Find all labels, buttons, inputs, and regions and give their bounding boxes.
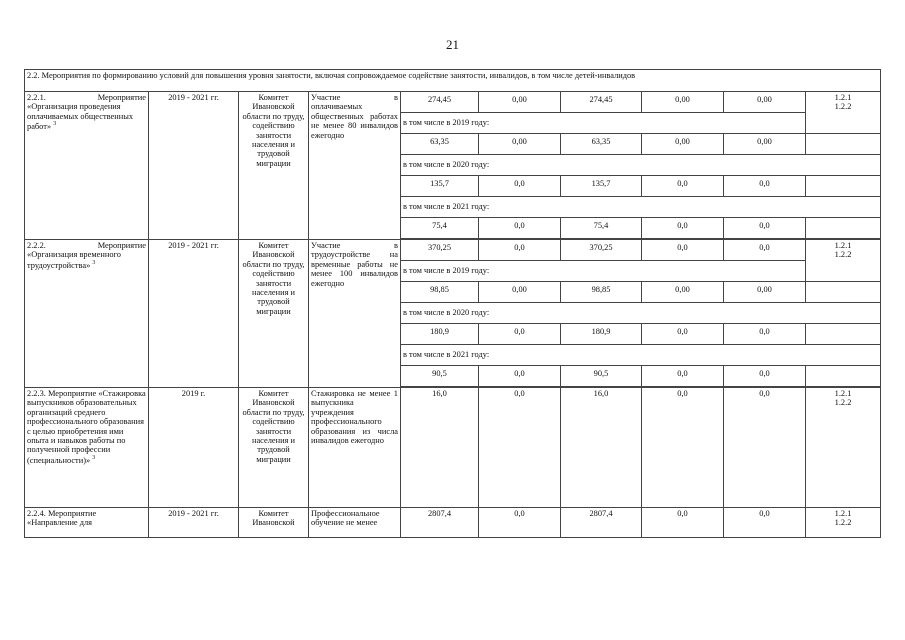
empty-cell <box>806 218 881 239</box>
page-number: 21 <box>446 37 459 52</box>
federal-value: 0,0 <box>479 218 561 239</box>
federal-value: 0,00 <box>479 134 561 155</box>
measure-executor: Комитет Ивановской области по труду, содействию занятости населения и трудовой миграции <box>239 92 309 240</box>
section-header-row <box>25 70 881 92</box>
measure-period: 2019 - 2021 гг. <box>149 508 239 538</box>
measure-number: 2.2.2. Мероприятие <box>27 241 146 250</box>
regional-value: 274,45 <box>561 92 642 113</box>
measure-name <box>25 240 149 388</box>
section-header: 2.2. Мероприятия по формированию условий для повышения уровня занятости, включая сопровождаемое содействие занятости, инвалидов, в том числе детей-инвалидов <box>25 70 881 92</box>
federal-value: 0,0 <box>479 324 561 345</box>
target-links: 1.2.1 1.2.2 <box>806 240 881 282</box>
measure-number: 2.2.1. Мероприятие <box>27 93 146 102</box>
local-value: 0,00 <box>642 134 724 155</box>
year-2020-label: в том числе в 2020 году: <box>401 155 881 176</box>
other-value: 0,0 <box>724 240 806 261</box>
federal-value: 0,0 <box>479 388 561 508</box>
other-value: 0,0 <box>724 176 806 197</box>
total-value: 63,35 <box>401 134 479 155</box>
federal-value: 0,00 <box>479 282 561 303</box>
measure-title: «Организация проведения оплачиваемых общественных работ» <box>27 102 134 132</box>
measure-name <box>25 388 149 508</box>
empty-cell <box>806 176 881 197</box>
measure-indicator: Стажировка не менее 1 выпускника учреждения профессионального образования из числа инвалидов ежегодно <box>309 388 401 508</box>
regional-value: 180,9 <box>561 324 642 345</box>
target-links: 1.2.1 1.2.2 <box>806 508 881 538</box>
total-value: 98,85 <box>401 282 479 303</box>
empty-cell <box>806 366 881 387</box>
local-value: 0,0 <box>642 388 724 508</box>
other-value: 0,00 <box>724 282 806 303</box>
measure-name: 2.2.4. Мероприятие «Направление для <box>25 508 149 538</box>
federal-value: 0,0 <box>479 176 561 197</box>
total-value: 274,45 <box>401 92 479 113</box>
federal-value: 0,0 <box>479 240 561 261</box>
year-2019-label: в том числе в 2019 году: <box>401 113 806 134</box>
target-links: 1.2.1 1.2.2 <box>806 92 881 134</box>
federal-value: 0,0 <box>479 508 561 538</box>
regional-value: 75,4 <box>561 218 642 239</box>
empty-cell <box>806 134 881 155</box>
total-value: 16,0 <box>401 388 479 508</box>
year-2021-label: в том числе в 2021 году: <box>401 197 881 218</box>
local-value: 0,0 <box>642 366 724 387</box>
measures-table <box>24 69 881 538</box>
footnote-mark: 3 <box>53 121 57 128</box>
empty-cell <box>806 324 881 345</box>
year-2020-label: в том числе в 2020 году: <box>401 303 881 324</box>
local-value: 0,0 <box>642 324 724 345</box>
other-value: 0,00 <box>724 92 806 113</box>
total-value: 180,9 <box>401 324 479 345</box>
table-row <box>25 240 881 261</box>
other-value: 0,0 <box>724 218 806 239</box>
other-value: 0,00 <box>724 134 806 155</box>
regional-value: 90,5 <box>561 366 642 387</box>
other-value: 0,0 <box>724 366 806 387</box>
local-value: 0,00 <box>642 92 724 113</box>
other-value: 0,0 <box>724 388 806 508</box>
local-value: 0,00 <box>642 282 724 303</box>
total-value: 75,4 <box>401 218 479 239</box>
year-2021-label: в том числе в 2021 году: <box>401 345 881 366</box>
table-row <box>25 508 881 538</box>
measure-executor: Комитет Ивановской области по труду, содействию занятости населения и трудовой миграции <box>239 240 309 388</box>
measure-indicator: Участие в оплачиваемых общественных работах не менее 80 инвалидов ежегодно <box>309 92 401 240</box>
total-value: 2807,4 <box>401 508 479 538</box>
regional-value: 16,0 <box>561 388 642 508</box>
measure-period: 2019 г. <box>149 388 239 508</box>
local-value: 0,0 <box>642 176 724 197</box>
measure-name <box>25 92 149 240</box>
year-2019-label: в том числе в 2019 году: <box>401 261 806 282</box>
federal-value: 0,0 <box>479 366 561 387</box>
measure-period: 2019 - 2021 гг. <box>149 92 239 240</box>
empty-cell <box>806 282 881 303</box>
table-row <box>25 92 881 113</box>
target-links: 1.2.1 1.2.2 <box>806 388 881 508</box>
regional-value: 2807,4 <box>561 508 642 538</box>
table-row <box>25 388 881 508</box>
regional-value: 63,35 <box>561 134 642 155</box>
measure-executor: Комитет Ивановской области по труду, содействию занятости населения и трудовой миграции <box>239 388 309 508</box>
measure-title: 2.2.3. Мероприятие «Стажировка выпускников образовательных организаций среднего профессионального образования с целью приобретения ими опыта и навыков работы по полученной профессии (специальности)» <box>27 389 146 465</box>
other-value: 0,0 <box>724 324 806 345</box>
measure-indicator: Участие в трудоустройстве на временные работы не менее 100 инвалидов ежегодно <box>309 240 401 388</box>
footnote-mark: 3 <box>92 259 96 266</box>
measure-title: «Организация временного трудоустройства» <box>27 250 121 270</box>
regional-value: 135,7 <box>561 176 642 197</box>
footnote-mark: 3 <box>92 454 96 461</box>
local-value: 0,0 <box>642 218 724 239</box>
local-value: 0,0 <box>642 240 724 261</box>
regional-value: 98,85 <box>561 282 642 303</box>
other-value: 0,0 <box>724 508 806 538</box>
total-value: 90,5 <box>401 366 479 387</box>
total-value: 135,7 <box>401 176 479 197</box>
local-value: 0,0 <box>642 508 724 538</box>
total-value: 370,25 <box>401 240 479 261</box>
federal-value: 0,00 <box>479 92 561 113</box>
measure-period: 2019 - 2021 гг. <box>149 240 239 388</box>
measure-indicator: Профессиональное обучение не менее <box>309 508 401 538</box>
regional-value: 370,25 <box>561 240 642 261</box>
measure-executor: Комитет Ивановской <box>239 508 309 538</box>
